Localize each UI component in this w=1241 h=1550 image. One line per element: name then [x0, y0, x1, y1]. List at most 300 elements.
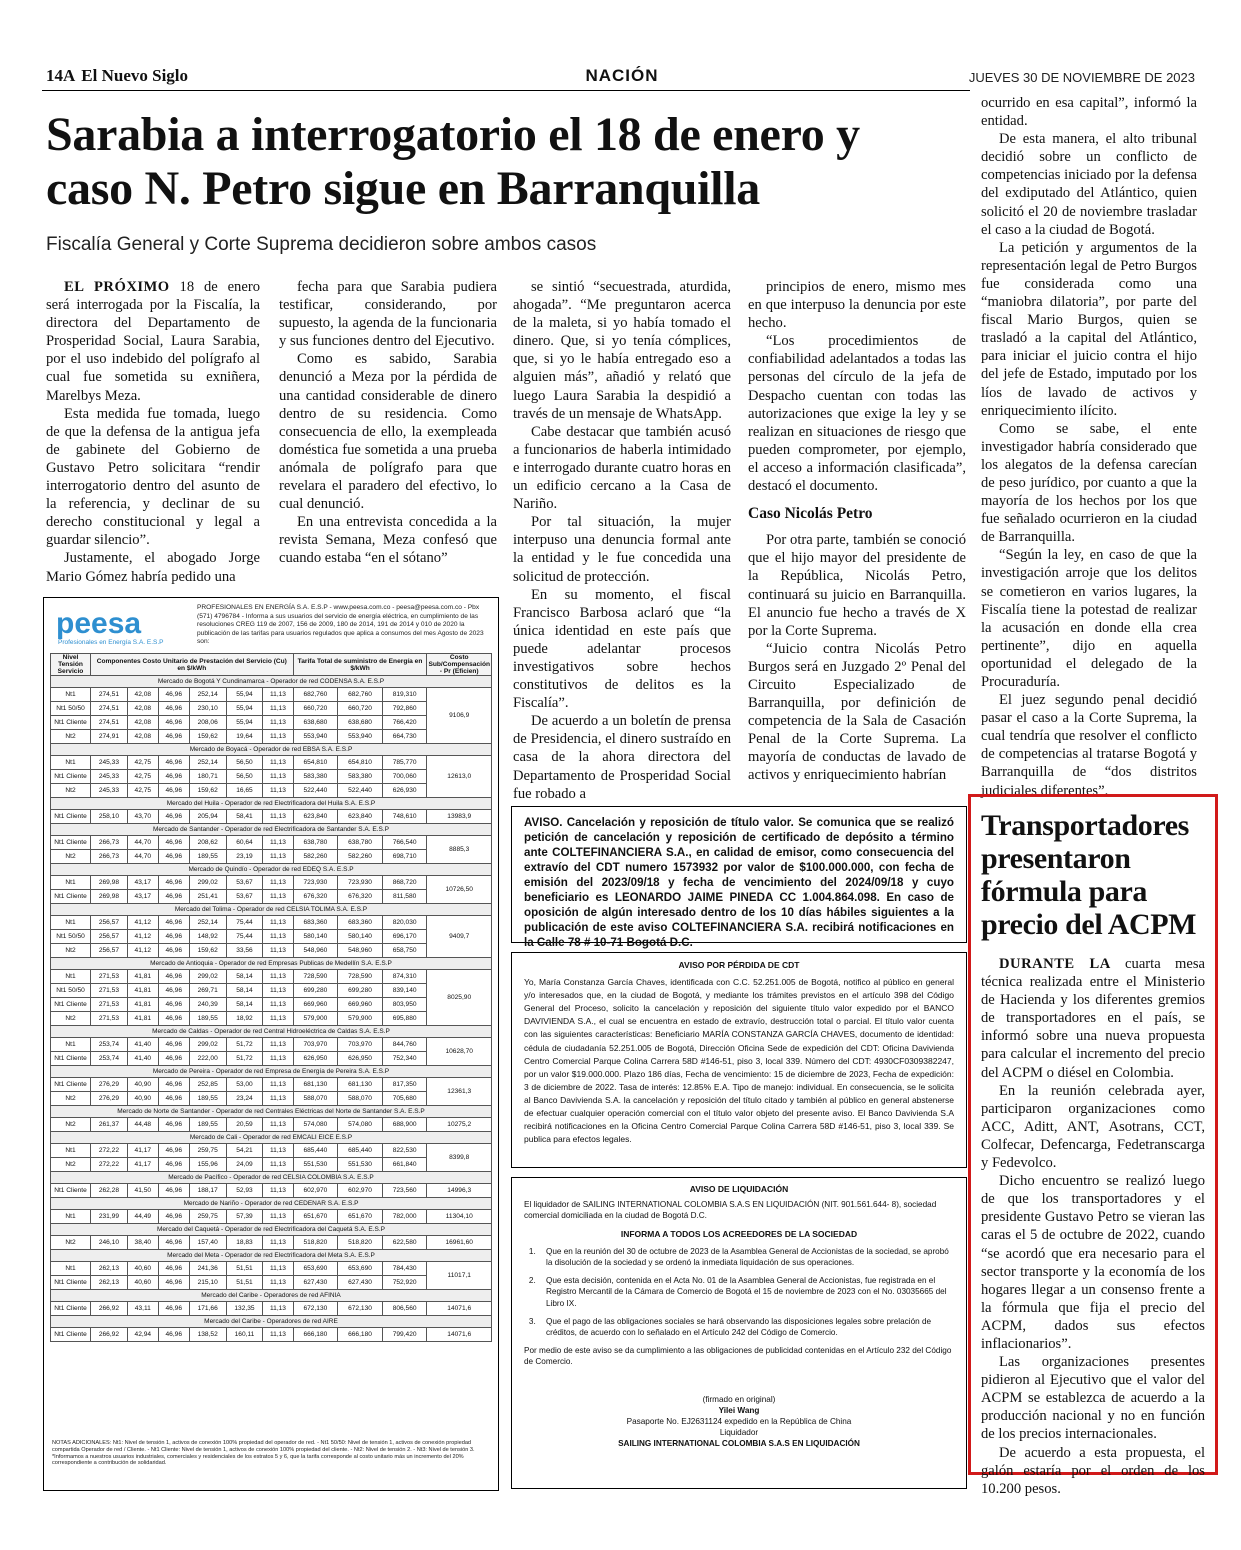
costo-cell: 14996,3: [427, 1184, 492, 1198]
paragraph-text: De esta manera, el alto tribunal decidió sobre un conflicto de competencias iniciado por la defensa del exdiputado del Atlántico, quien solicitó el 20 de noviembre trasladar el caso a la ciudad de Bogotá.: [981, 131, 1197, 238]
paragraph: [981, 1082, 1205, 1172]
table-cell: 262,28: [91, 1184, 128, 1198]
table-cell: 685,440: [293, 1144, 338, 1158]
table-cell: 41,17: [127, 1158, 158, 1172]
table-cell: 622,580: [382, 1236, 427, 1250]
table-cell: 46,96: [158, 756, 189, 770]
table-cell: 46,96: [158, 1276, 189, 1290]
table-cell: Nt1 Cliente: [51, 810, 91, 824]
table-cell: Nt1 50/50: [51, 702, 91, 716]
table-cell: Nt1 Cliente: [51, 890, 91, 904]
table-cell: 518,820: [293, 1236, 338, 1250]
table-cell: 626,950: [293, 1052, 338, 1066]
paragraph-lead: EL PRÓXIMO: [64, 279, 170, 295]
table-row: [51, 1052, 492, 1066]
table-row: [51, 1328, 492, 1342]
market-name: Mercado del Caribe - Operadores de red AIRE: [51, 1316, 492, 1328]
table-cell: 672,130: [338, 1302, 383, 1316]
table-cell: 53,00: [226, 1078, 263, 1092]
table-cell: 11,13: [263, 1052, 293, 1066]
table-cell: 252,14: [189, 688, 226, 702]
table-cell: 52,93: [226, 1184, 263, 1198]
table-cell: 41,81: [127, 970, 158, 984]
table-cell: 11,13: [263, 702, 293, 716]
table-cell: 272,22: [91, 1158, 128, 1172]
table-cell: Nt1 Cliente: [51, 1052, 91, 1066]
table-cell: 46,96: [158, 890, 189, 904]
table-cell: 11,13: [263, 850, 293, 864]
list-item: 2. Que esta decisión, contenida en el Acta No. 01 de la Asamblea General de Accionistas, fue registrada en el Registro Mercantil de la Cámara de Comercio de Bogotá el 15 de noviembre de 2023 con el No. 03035665 del Libro IX.: [538, 1275, 954, 1309]
table-cell: 723,930: [338, 876, 383, 890]
table-cell: 46,96: [158, 1012, 189, 1026]
table-cell: 46,96: [158, 1118, 189, 1132]
paragraph: [981, 94, 1197, 130]
table-cell: 41,17: [127, 1144, 158, 1158]
table-cell: Nt2: [51, 1012, 91, 1026]
table-cell: 582,260: [338, 850, 383, 864]
table-cell: 11,13: [263, 1184, 293, 1198]
table-cell: 189,55: [189, 850, 226, 864]
table-cell: 60,64: [226, 836, 263, 850]
table-cell: Nt1: [51, 756, 91, 770]
table-cell: 700,060: [382, 770, 427, 784]
table-cell: 46,96: [158, 984, 189, 998]
table-cell: Nt1: [51, 1210, 91, 1224]
table-cell: 46,96: [158, 688, 189, 702]
table-cell: 752,920: [382, 1276, 427, 1290]
table-cell: 246,10: [91, 1236, 128, 1250]
table-cell: 658,750: [382, 944, 427, 958]
table-cell: 11,13: [263, 1236, 293, 1250]
notice-title: AVISO DE LIQUIDACIÓN: [689, 1184, 789, 1194]
market-row: [51, 1316, 492, 1328]
paragraph-text: Cabe destacar que también acusó a funcionarios de haberla intimidado e interrogado durante cuatro horas en un edificio cercano a la Casa de Nariño.: [513, 423, 731, 513]
table-cell: 253,74: [91, 1052, 128, 1066]
table-cell: 588,070: [293, 1092, 338, 1106]
table-cell: 553,940: [293, 730, 338, 744]
table-cell: 682,760: [338, 688, 383, 702]
paragraph: [981, 1353, 1205, 1443]
table-cell: 269,98: [91, 890, 128, 904]
table-cell: 256,57: [91, 930, 128, 944]
signatory-name: Yilei Wang: [718, 1405, 760, 1415]
table-cell: Nt1: [51, 916, 91, 930]
table-cell: 138,52: [189, 1328, 226, 1342]
aviso-perdida-cdt: [511, 952, 967, 1168]
paragraph-text: De acuerdo a un boletín de prensa de Presidencia, el dinero sustraído en casa de la ahora directora del Departamento de Prosperidad Social fue robado a: [513, 713, 731, 802]
aviso-liquidacion: [511, 1177, 967, 1489]
paragraph: [981, 546, 1197, 691]
table-cell: 46,96: [158, 770, 189, 784]
table-cell: 41,40: [127, 1052, 158, 1066]
paragraph-text: fecha para que Sarabia pudiera testificar, considerando, por supuesto, la agenda de la funcionaria y sus funciones dentro del Ejecutivo.: [279, 279, 497, 350]
market-name: Mercado del Huila - Operador de red Electrificadora del Huila S.A. E.S.P: [51, 798, 492, 810]
table-cell: 548,960: [293, 944, 338, 958]
table-cell: 299,02: [189, 970, 226, 984]
ad-notes: NOTAS ADICIONALES: Nt1: Nivel de tensión 1, activos de conexión 100% propiedad del operador de red. - Nt1 50/50: Nivel de tensión 1, activos de conexión propiedad compartida Operador de red / Cliente. - Nt1 Cliente: Nivel de tensión 1, activos de conexión 100% propiedad del cliente. - Nt2: Nivel de tensión 2. - Nt3: Nivel de tensión 3. *Informamos a nuestros usuarios industriales, comerciales y residenciales de los estratos 5 y 6, que la tarifa corresponde al costo unitario más un incremento del 20% correspondiente a contribución de solidaridad.: [52, 1440, 475, 1467]
table-row: [51, 1236, 492, 1250]
table-cell: 252,14: [189, 916, 226, 930]
table-cell: 271,53: [91, 1012, 128, 1026]
signatory-role: Liquidador: [719, 1428, 759, 1438]
header-rule: [42, 90, 970, 91]
market-name: Mercado de Nariño - Operador de red CEDENAR S.A. E.S.P: [51, 1198, 492, 1210]
table-row: [51, 810, 492, 824]
table-cell: 11,13: [263, 970, 293, 984]
table-cell: 46,96: [158, 810, 189, 824]
col-nivel: Nivel Tensión Servicio: [51, 654, 91, 676]
section-name: NACIÓN: [585, 66, 659, 85]
table-cell: 669,960: [338, 998, 383, 1012]
table-cell: 11,13: [263, 998, 293, 1012]
table-cell: Nt2: [51, 944, 91, 958]
table-cell: 42,08: [127, 716, 158, 730]
table-cell: 699,280: [338, 984, 383, 998]
table-cell: 820,030: [382, 916, 427, 930]
page-number: 14A: [46, 66, 76, 85]
table-cell: 262,13: [91, 1276, 128, 1290]
table-cell: 696,170: [382, 930, 427, 944]
table-cell: 602,970: [338, 1184, 383, 1198]
table-row: [51, 1144, 492, 1158]
table-cell: Nt2: [51, 1158, 91, 1172]
table-cell: 11,13: [263, 1158, 293, 1172]
table-row: [51, 944, 492, 958]
table-cell: 44,48: [127, 1118, 158, 1132]
table-cell: 699,280: [293, 984, 338, 998]
market-name: Mercado de Quindío - Operador de red EDEQ S.A. E.S.P: [51, 864, 492, 876]
table-row: [51, 1012, 492, 1026]
paragraph: [513, 586, 731, 713]
table-cell: 11,13: [263, 1118, 293, 1132]
table-cell: 58,14: [226, 998, 263, 1012]
table-cell: Nt2: [51, 1236, 91, 1250]
table-cell: 241,36: [189, 1262, 226, 1276]
table-cell: 75,44: [226, 916, 263, 930]
paragraph-text: Por otra parte, también se conoció que el hijo mayor del presidente de la República, Nicolás Petro, continuará su juicio en Barranquilla. El anuncio fue hecho a través de X por la Corte Suprema.: [748, 532, 966, 639]
paragraph: [748, 332, 966, 495]
table-cell: 38,40: [127, 1236, 158, 1250]
col-tarifa: Tarifa Total de suministro de Energía en $/kWh: [293, 654, 427, 676]
table-cell: 676,320: [338, 890, 383, 904]
table-cell: Nt1: [51, 1038, 91, 1052]
notice-body: Yo, María Constanza García Chaves, identificada con C.C. 52.251.005 de Bogotá, notifico al público en general y/o interesados que, en la ciudad de Bogotá, y mediante los trámites previstos en el artículo 398 del Código General del Proceso, solicito la cancelación y reposición del siguiente título valor expedido por el BANCO DAVIVIENDA S.A., el cual se encuentra en estado de extravío, destrucción total o parcial. El título valor cuenta con las siguientes características: Beneficiario MARÍA CONSTANZA GARCÍA CHAVES, documento de identidad: cédula de ciudadanía 52.251.005 de Bogotá, Dirección Oficina Sede de expedición del CDT: Oficina Davivienda Centro Comercial Parque Colina Carrera 58D #146-51, piso 3, local 339. Número del CDT: 4930CF0309382247, por un valor $19.000.000. Plazo 186 días, Fecha de vencimiento: 15 de diciembre de 2023, Fecha de expedición: 3 de diciembre de 2022. Tasa de interés: 12.85% E.A. Tipo de manejo: individual. En consecuencia, se le solicita al Banco Davivienda S.A. la cancelación y reposición del título citado y también al público en general abstenerse de efectuar cualquier operación comercial con el título valor objeto del presente aviso. El Banco Davivienda S.A recibirá notificaciones en la Oficina Centro Comercial Parque Colina Carrera 58D #146-51, piso 3, local 339. Se publica para efectos legales.: [524, 977, 954, 1145]
table-row: [51, 984, 492, 998]
table-row: [51, 970, 492, 984]
paragraph: [981, 1172, 1205, 1353]
table-cell: 43,70: [127, 810, 158, 824]
table-cell: 20,59: [226, 1118, 263, 1132]
table-cell: 785,770: [382, 756, 427, 770]
signature-note: (firmado en original): [702, 1394, 776, 1404]
tariff-advertisement: [43, 597, 499, 1491]
market-row: [51, 744, 492, 756]
table-cell: 23,24: [226, 1092, 263, 1106]
paragraph-text: se sintió “secuestrada, aturdida, ahogada”. “Me preguntaron acerca de la maleta, si yo había tomado el dinero. Que, si yo tenía cómplices, que, si yo le había entregado eso a alguien más”, añadió y relató que luego Laura Sarabia la despidió a través de un mensaje de WhatsApp.: [513, 279, 731, 422]
market-row: [51, 864, 492, 876]
table-cell: 258,10: [91, 810, 128, 824]
table-cell: 46,96: [158, 850, 189, 864]
column-4-part-a: [748, 278, 966, 495]
table-cell: 664,730: [382, 730, 427, 744]
table-cell: 583,380: [338, 770, 383, 784]
market-row: [51, 1066, 492, 1078]
table-cell: 623,840: [338, 810, 383, 824]
costo-cell: 12361,3: [427, 1078, 492, 1106]
table-cell: 57,39: [226, 1210, 263, 1224]
table-cell: 269,98: [91, 876, 128, 890]
table-cell: 806,560: [382, 1302, 427, 1316]
paragraph-text: El juez segundo penal decidió pasar el caso a la Corte Suprema, la cual tendría que resolver el conflicto de competencias al tratarse Bogotá y Barranquilla de “dos distritos judiciales diferentes”.: [981, 692, 1197, 799]
table-cell: 682,760: [293, 688, 338, 702]
table-cell: 46,96: [158, 998, 189, 1012]
table-cell: 46,96: [158, 702, 189, 716]
paragraph-text: En una entrevista concedida a la revista Semana, Meza confesó que cuando estaba “en el sótano”: [279, 514, 497, 567]
table-row: [51, 890, 492, 904]
table-row: [51, 850, 492, 864]
table-cell: 583,380: [293, 770, 338, 784]
table-cell: Nt2: [51, 784, 91, 798]
paragraph-text: La petición y argumentos de la representación legal de Petro Burgos fue considerada como una “maniobra dilatoria”, por parte del fiscal Mario Burgos, quien se trasladó a la capital del Atlántico, para iniciar el juicio contra el hijo del jefe de Estado, imputado por los líos de lavado de activos y enriquecimiento ilícito.: [981, 239, 1197, 419]
table-cell: Nt2: [51, 1118, 91, 1132]
costo-cell: 9409,7: [427, 916, 492, 958]
market-row: [51, 1026, 492, 1038]
table-cell: 46,96: [158, 970, 189, 984]
article-column-2: [279, 278, 497, 568]
table-row: [51, 688, 492, 702]
table-cell: 522,440: [338, 784, 383, 798]
table-cell: 299,02: [189, 1038, 226, 1052]
paragraph: [981, 691, 1197, 800]
table-cell: 11,13: [263, 730, 293, 744]
table-cell: 666,180: [338, 1328, 383, 1342]
paragraph-text: ocurrido en esa capital”, informó la entidad.: [981, 95, 1197, 130]
table-cell: 46,96: [158, 1078, 189, 1092]
table-cell: 157,40: [189, 1236, 226, 1250]
costo-cell: 14071,6: [427, 1328, 492, 1342]
paragraph-text: De acuerdo a esta propuesta, el galón estaría por el orden de los 10.200 pesos.: [981, 1444, 1205, 1497]
table-cell: 55,94: [226, 716, 263, 730]
table-row: [51, 1158, 492, 1172]
paragraph: [981, 130, 1197, 239]
costo-cell: 16961,60: [427, 1236, 492, 1250]
table-cell: 11,13: [263, 1092, 293, 1106]
table-cell: 259,75: [189, 1210, 226, 1224]
table-cell: 819,310: [382, 688, 427, 702]
market-name: Mercado del Caribe - Operadores de red AFINIA: [51, 1290, 492, 1302]
table-cell: 274,51: [91, 702, 128, 716]
market-row: [51, 1132, 492, 1144]
table-cell: 215,10: [189, 1276, 226, 1290]
table-cell: 222,00: [189, 1052, 226, 1066]
table-cell: 817,350: [382, 1078, 427, 1092]
table-cell: Nt1 Cliente: [51, 998, 91, 1012]
table-cell: Nt2: [51, 850, 91, 864]
article-column-4: [748, 278, 966, 785]
peesa-logo: [54, 606, 189, 648]
table-cell: Nt1 Cliente: [51, 1078, 91, 1092]
aviso-text: Cancelación y reposición de título valor. Se comunica que se realizó petición de cancelación y reposición de certificado de depósito a término ante COLTEFINANCIERA S.A., en calidad de emisor, como consecuencia del extravío del CDT numero 1573932 por valor de $100.000.000, con fecha de emisión del 2023/09/18 y fecha de vencimiento del 2024/09/18 y cuyo beneficiario es LEONARDO JAIME PINEDA CC 1.004.864.098. En caso de oposición de algún interesado dentro de los 10 días hábiles siguientes a la publicación de este aviso COLTEFINANCIERA S.A. recibirá notificaciones en la Calle 78 # 10-71 Bogotá D.C.: [524, 816, 954, 949]
table-cell: 661,840: [382, 1158, 427, 1172]
table-cell: 11,13: [263, 810, 293, 824]
table-cell: 868,720: [382, 876, 427, 890]
table-cell: 42,08: [127, 702, 158, 716]
page-folio: [46, 66, 188, 86]
table-cell: 23,19: [226, 850, 263, 864]
costo-cell: 14071,6: [427, 1302, 492, 1316]
logo-tagline: Profesionales en Energía S.A. E.S.P: [58, 639, 164, 646]
table-cell: 41,81: [127, 984, 158, 998]
table-cell: 728,590: [293, 970, 338, 984]
paragraph-text: “Según la ley, en caso de que la investigación arroje que los delitos se cometieron en varios lugares, la Fiscalía tiene la potestad de realizar la acusación en donde ella crea pertinente”, dijo en aquella oportunidad el delegado de la Procuraduría.: [981, 547, 1197, 690]
table-cell: 626,930: [382, 784, 427, 798]
table-cell: 208,62: [189, 836, 226, 850]
table-cell: 55,94: [226, 702, 263, 716]
table-cell: 811,580: [382, 890, 427, 904]
column-4-part-b: [748, 531, 966, 784]
paragraph-text: Como se sabe, el ente investigador habría considerado que los alegatos de la defensa carecían de peso jurídico, por cuanto a que la mayoría de los hechos por los que fue señalado ocurrieron en la ciudad de Barranquilla.: [981, 420, 1197, 546]
table-cell: 274,91: [91, 730, 128, 744]
table-cell: 11,13: [263, 984, 293, 998]
table-cell: 252,85: [189, 1078, 226, 1092]
table-cell: 11,13: [263, 784, 293, 798]
table-cell: 580,140: [338, 930, 383, 944]
table-cell: 784,430: [382, 1262, 427, 1276]
paragraph: [748, 531, 966, 640]
table-cell: 171,66: [189, 1302, 226, 1316]
table-cell: 548,960: [338, 944, 383, 958]
table-cell: 698,710: [382, 850, 427, 864]
table-cell: 180,71: [189, 770, 226, 784]
table-cell: 11,13: [263, 1302, 293, 1316]
table-row: [51, 916, 492, 930]
table-cell: 274,51: [91, 688, 128, 702]
market-name: Mercado de Pacífico - Operador de red CELSIA COLOMBIA S.A. E.S.P: [51, 1172, 492, 1184]
table-cell: 792,860: [382, 702, 427, 716]
table-cell: 695,880: [382, 1012, 427, 1026]
table-cell: 256,57: [91, 916, 128, 930]
table-cell: 245,33: [91, 756, 128, 770]
table-cell: 11,13: [263, 1012, 293, 1026]
table-cell: 189,55: [189, 1012, 226, 1026]
table-cell: 822,530: [382, 1144, 427, 1158]
table-cell: 44,70: [127, 850, 158, 864]
table-cell: Nt1 Cliente: [51, 1276, 91, 1290]
table-cell: 844,760: [382, 1038, 427, 1052]
table-cell: 205,94: [189, 810, 226, 824]
sidebar-title: Transportadores presentaron fórmula para precio del ACPM: [981, 809, 1197, 941]
table-cell: 723,930: [293, 876, 338, 890]
table-cell: 160,11: [226, 1328, 263, 1342]
table-cell: 41,40: [127, 1038, 158, 1052]
table-row: [51, 1302, 492, 1316]
costo-cell: 10726,50: [427, 876, 492, 904]
table-cell: 262,13: [91, 1262, 128, 1276]
table-cell: 276,29: [91, 1078, 128, 1092]
market-row: [51, 904, 492, 916]
table-cell: Nt1 50/50: [51, 984, 91, 998]
market-row: [51, 1172, 492, 1184]
table-cell: Nt1 Cliente: [51, 1184, 91, 1198]
notice-items: [538, 1246, 954, 1338]
table-cell: 651,670: [338, 1210, 383, 1224]
costo-cell: 10275,2: [427, 1118, 492, 1132]
table-cell: 11,13: [263, 944, 293, 958]
paragraph: [513, 423, 731, 513]
table-cell: 551,530: [293, 1158, 338, 1172]
table-cell: Nt2: [51, 1092, 91, 1106]
paragraph-text: Esta medida fue tomada, luego de que la defensa de la antigua jefa de gabinete del Gobierno de Gustavo Petro solicitara “rendir interrogatorio dentro del asunto de la referencia, y declinar de su derecho constitucional y legal a guardar silencio”.: [46, 405, 260, 549]
table-cell: 189,55: [189, 1092, 226, 1106]
market-row: [51, 1106, 492, 1118]
table-cell: 874,310: [382, 970, 427, 984]
table-cell: 58,14: [226, 984, 263, 998]
table-row: [51, 876, 492, 890]
table-cell: 638,780: [338, 836, 383, 850]
table-cell: 766,540: [382, 836, 427, 850]
acpm-sidebar: [968, 794, 1218, 1497]
table-cell: 11,13: [263, 1210, 293, 1224]
market-name: Mercado de Caldas - Operador de red Central Hidroeléctrica de Caldas S.A. E.S.P: [51, 1026, 492, 1038]
table-cell: 672,130: [293, 1302, 338, 1316]
table-cell: 75,44: [226, 930, 263, 944]
table-cell: 41,12: [127, 944, 158, 958]
table-cell: 46,96: [158, 730, 189, 744]
table-cell: 723,560: [382, 1184, 427, 1198]
market-name: Mercado de Pereira - Operador de red Empresa de Energía de Pereira S.A. E.S.P: [51, 1066, 492, 1078]
table-cell: 252,14: [189, 756, 226, 770]
table-cell: 159,62: [189, 944, 226, 958]
table-row: [51, 1276, 492, 1290]
table-cell: 681,130: [293, 1078, 338, 1092]
paragraph-text: “Los procedimientos de confiabilidad adelantados a todas las personas del círculo de la jefa de Despacho cuentan con todas las autorizaciones que exige la ley y se realizan en situaciones de riesgo que pueden comprometer, por ejemplo, el acceso a información clasificada”, destacó el documento.: [748, 333, 966, 495]
table-row: [51, 1118, 492, 1132]
table-cell: 703,970: [338, 1038, 383, 1052]
newspaper-name: El Nuevo Siglo: [81, 66, 189, 85]
paragraph-text: En la reunión celebrada ayer, participaron organizaciones como ACC, Aditt, ANT, Asotrans, CCT, Colfecar, Defencarga, Fedetranscarga y Fedevolco.: [981, 1082, 1205, 1172]
table-cell: 782,000: [382, 1210, 427, 1224]
table-cell: 41,81: [127, 998, 158, 1012]
market-row: [51, 824, 492, 836]
table-cell: 46,96: [158, 1158, 189, 1172]
costo-cell: 11017,1: [427, 1262, 492, 1290]
table-cell: 627,430: [293, 1276, 338, 1290]
table-cell: 51,72: [226, 1052, 263, 1066]
market-row: [51, 1224, 492, 1236]
article-column-5: [981, 94, 1197, 800]
table-cell: 651,670: [293, 1210, 338, 1224]
table-cell: 46,96: [158, 836, 189, 850]
table-cell: 33,56: [226, 944, 263, 958]
market-row: [51, 1198, 492, 1210]
aviso-label: AVISO.: [524, 816, 563, 829]
table-cell: 11,13: [263, 876, 293, 890]
table-cell: 626,950: [338, 1052, 383, 1066]
table-cell: 188,17: [189, 1184, 226, 1198]
table-cell: 159,62: [189, 784, 226, 798]
table-cell: 44,70: [127, 836, 158, 850]
table-cell: 46,96: [158, 1038, 189, 1052]
table-cell: 299,02: [189, 876, 226, 890]
table-cell: 11,13: [263, 688, 293, 702]
aviso-cancelacion: [511, 806, 967, 949]
table-row: [51, 998, 492, 1012]
table-cell: 574,080: [338, 1118, 383, 1132]
table-cell: 839,140: [382, 984, 427, 998]
table-cell: 666,180: [293, 1328, 338, 1342]
table-row: [51, 1078, 492, 1092]
paragraph-text: principios de enero, mismo mes en que interpuso la denuncia por este hecho.: [748, 279, 966, 332]
